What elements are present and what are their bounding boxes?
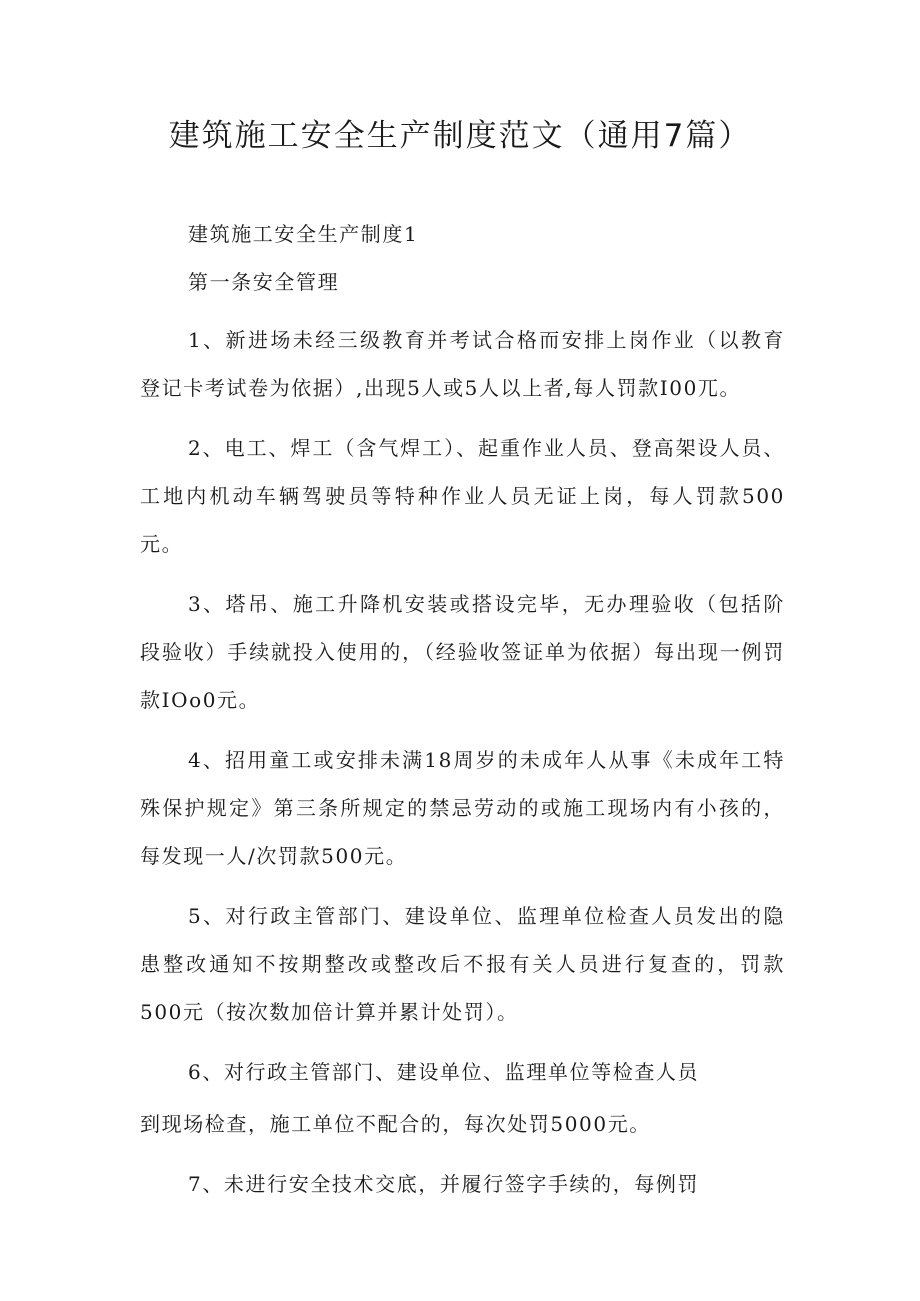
paragraph-3: 3、塔吊、施工升降机安装或搭设完毕，无办理验收（包括阶段验收）手续就投入使用的，（经验收签证单为依据）每出现一例罚款IOo0元。	[140, 592, 785, 712]
paragraph-5: 5、对行政主管部门、建设单位、监理单位检查人员发出的隐患整改通知不按期整改或整改后不报有关人员进行复查的，罚款500元（按次数加倍计算并累计处罚）。	[140, 904, 785, 1024]
paragraph-1: 1、新进场未经三级教育并考试合格而安排上岗作业（以教育登记卡考试卷为依据）,出现5人或5人以上者,每人罚款I00兀。	[140, 328, 785, 400]
paragraph-2: 2、电工、焊工（含气焊工）、起重作业人员、登高架设人员、工地内机动车辆驾驶员等特种作业人员无证上岗，每人罚款500元。	[140, 436, 785, 556]
section-title: 建筑施工安全生产制度1	[188, 222, 419, 246]
document-body	[140, 210, 785, 1208]
article-title: 第一条安全管理	[188, 270, 340, 294]
paragraph-6: 6、对行政主管部门、建设单位、监理单位等检查人员	[188, 1060, 700, 1084]
paragraph-4: 4、招用童工或安排未满18周岁的未成年人从事《未成年工特殊保护规定》第三条所规定的禁忌劳动的或施工现场内有小孩的，每发现一人/次罚款500元。	[140, 748, 785, 868]
document-title: 建筑施工安全生产制度范文（通用7篇）	[168, 118, 752, 154]
paragraph-6-continued: 到现场检查，施工单位不配合的，每次处罚5000元。	[140, 1112, 651, 1136]
paragraph-7: 7、未进行安全技术交底，并履行签字手续的，每例罚	[188, 1172, 700, 1196]
